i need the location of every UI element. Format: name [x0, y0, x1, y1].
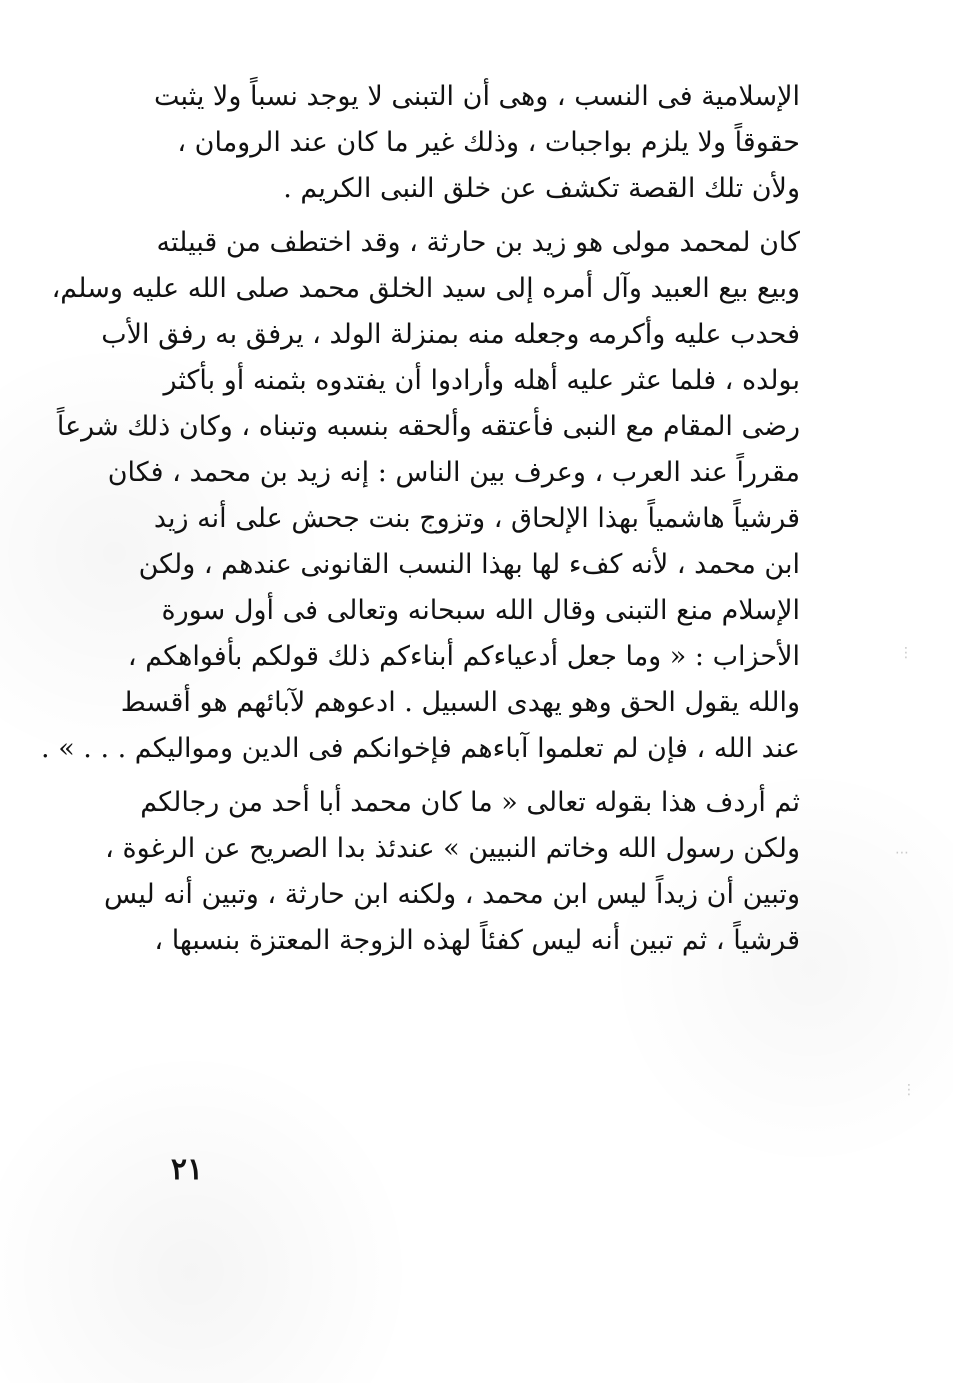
text-line: والله يقول الحق وهو يهدى السبيل . ادعوهم لآبائهم هو أقسط [120, 687, 800, 718]
text-line: فحدب عليه وأكرمه وجعله منه بمنزلة الولد ، يرفق به رفق الأب [101, 319, 800, 350]
scan-speck: ⋮ [902, 1082, 916, 1098]
text-line: حقوقاً ولا يلزم بواجبات ، وذلك غير ما كان عند الرومان ، [177, 127, 800, 158]
text-line: قرشياً ، ثم تبين أنه ليس كفئاً لهذه الزوجة المعتزة بنسبها ، [154, 925, 800, 956]
text-line: وتبين أن زيداً ليس ابن محمد ، ولكنه ابن حارثة ، وتبين أنه ليس [103, 879, 800, 910]
text-line: كان لمحمد مولى هو زيد بن حارثة ، وقد اختطف من قبيلته [156, 227, 800, 258]
page-body-text [41, 74, 800, 964]
text-line: الأحزاب : « وما جعل أدعياءكم أبناءكم ذلك قولكم بأفواهكم ، [127, 641, 800, 672]
text-line: الإسلام منع التبنى وقال الله سبحانه وتعالى فى أول سورة [161, 595, 800, 626]
text-line: قرشياً هاشمياً بهذا الإلحاق ، وتزوج بنت جحش على أنه زيد [153, 503, 800, 534]
paragraph-gap [120, 772, 800, 780]
text-line: وبيع بيع العبيد وآل أمره إلى سيد الخلق محمد صلى الله عليه وسلم، [51, 273, 800, 304]
text-line: مقرراً عند العرب ، وعرف بين الناس : إنه زيد بن محمد ، فكان [107, 457, 800, 488]
text-line: الإسلامية فى النسب ، وهى أن التبنى لا يوجد نسباً ولا يثبت [154, 81, 800, 112]
scan-speck: ⋮ [899, 645, 913, 661]
text-line: بولده ، فلما عثر عليه أهله وأرادوا أن يفتدوه بثمنه أو بأكثر [163, 365, 800, 396]
text-line: ولأن تلك القصة تكشف عن خلق النبى الكريم . [283, 173, 800, 204]
text-line: ثم أردف هذا بقوله تعالى « ما كان محمد أبا أحد من رجالكم [140, 787, 800, 818]
page-number: ٢١ [170, 1152, 204, 1187]
paragraph-gap [120, 212, 800, 220]
text-line: رضى المقام مع النبى فأعتقه وألحقه بنسبه وتبناه ، وكان ذلك شرعاً [56, 411, 800, 442]
scan-speck: ⋯ [895, 845, 909, 861]
text-line: ابن محمد ، لأنه كفء لها بهذا النسب القانونى عندهم ، ولكن [138, 549, 800, 580]
text-line: ولكن رسول الله وخاتم النبيين » عندئذ بدا الصريح عن الرغوة ، [105, 833, 800, 864]
text-line: عند الله ، فإن لم تعلموا آباءهم فإخوانكم فى الدين ومواليكم . . . » . [41, 733, 800, 764]
